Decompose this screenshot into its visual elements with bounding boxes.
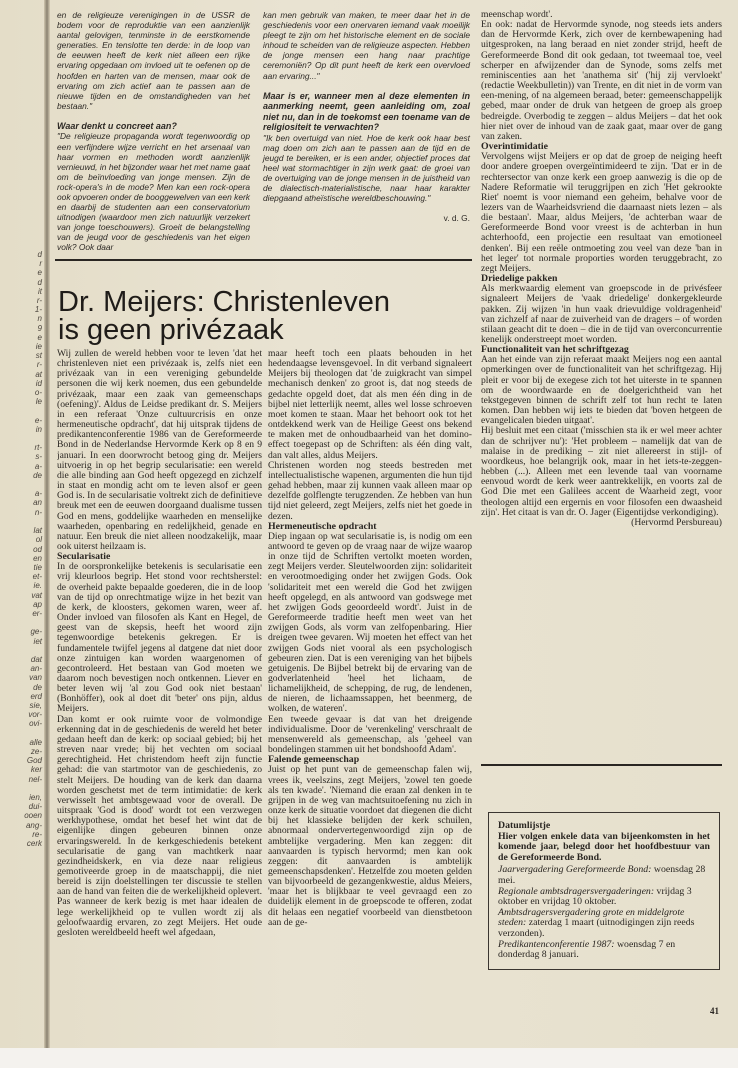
- margin-fragment: ap: [33, 599, 42, 609]
- margin-fragment: [0, 406, 42, 415]
- margin-fragment: [0, 434, 42, 443]
- paragraph: Aan het einde van zijn referaat maakt Meijers nog een aantal opmerkingen over de functionaliteit van het schriftgezag. Hij pleit er voor bij de exegese zich tot het uiterste in te spannen om de woordwaarde en de doelgerichtheid van het tekstgegeven binnen de schrift zelf tot hun recht te laten komen. Dan hebben wij iets te bieden dat 'boven hetgeen de evangelicalen bieden uitgaat'.: [481, 354, 722, 427]
- paragraph: En ook: nadat de Hervormde synode, nog steeds iets anders dan de Hervormde Kerk, zich over de kernbewapening had uitgesproken, na lang beraad en niet zonder strijd, heeft de Gereformeerde Bond dit ook gedaan, tot tweemaal toe, veel scherper en afwijzender dan de Synode, soms zelfs met reminiscenties aan het 'anathema sit' ('hij zij vervloekt' (redactie Weekbulletin)) van Trente, en dit niet in de vorm van een-mening, of na algemeen beraad, beter: gemeenschappelijk gebed, maar onder de druk van hetgeen de groep als groep bedreigde. Overbodig te zeggen – aldus Meijers – dat het ook hier niet over de inhoud van de zaak gaat, maar over de gang van zaken.: [481, 19, 722, 142]
- margin-fragment: dat: [30, 654, 42, 664]
- margin-fragment: od: [33, 544, 42, 554]
- margin-fragment: r-: [36, 360, 42, 370]
- paragraph: Een tweede gevaar is dat van het dreigende individualisme. Door de 'verenkeling' verschraalt de mensenwereld als gemeenschap, als 'geheel van bondelingen stammen uit het bondshoofd Adam'.: [268, 713, 472, 756]
- margin-fragment: re-: [32, 829, 42, 839]
- date-entry-label: Jaarvergadering Gereformeerde Bond:: [498, 864, 652, 876]
- margin-fragment: ker: [30, 765, 42, 775]
- margin-fragment: 9: [37, 323, 42, 333]
- date-entry: [498, 940, 710, 961]
- paragraph: Diep ingaan op wat secularisatie is, is nodig om een antwoord te geven op de vraag naar de wijze waarop in onze tijd de Schriften vertolkt moeten worden, zegt Meijers verder. Sleutelwoorden zijn: solidariteit en verootmoediging onder het zwijgen Gods. Ook 'solidariteit met een wereld die God het zwijgen heeft opgelegd, en als antwoord van godswege met het zwijgen Gods geoordeeld wordt'. Juist in de Gereformeerde traditie heeft men weet van het zwijgen Gods, als vorm van zelfopenbaring. Hier dreigen twee gevaren. Wij moeten het effect van het zwijgen Gods niet vooral als een psychologisch gebeuren zien. Dat is een vereniging van het bijbels getuigenis. De Bijbel betrekt bij de ervaring van de godverlatenheid 'heel het lichaam, de lichamelijkheid, de schepping, de rug, de lendenen, de nieren, de lichaamssappen, het beenmerg, de wolken, de wateren'.: [268, 530, 472, 715]
- section-divider: [55, 259, 472, 261]
- margin-fragment: id: [35, 378, 42, 388]
- margin-fragment: sie,: [29, 700, 42, 710]
- margin-fragment: [0, 517, 42, 526]
- paragraph: maar heeft toch een plaats behouden in het hedendaagse levensgevoel. In dit verband signaleert Meijers bij theologen dat 'de zuigkracht van simpel mechanisch denken' zo groot is, dat nog steeds de gedachte opgeld doet, dat als men één ding in de bijbel niet letterlijk neemt, alles wel losse schroeven moet komen te staan. Maar het behoort ook tot het ontdekkend werk van de Heilige Geest ons bekend te maken met de onhoudbaarheid van het domino-effect toegepast op de Schriften: als één ding valt, dan valt alles, aldus Meijers.: [268, 349, 472, 461]
- paragraph: Juist op het punt van de gemeenschap falen wij, vrees ik, veelszins, zegt Meijers, 'zowel ten goede als ten kwade'. 'Niemand die eraan zal denken in te grijpen in de weg van machtsuitoefening nu zich in onze kerk de situatie voordoet dat diegenen die dicht bij het klassieke belijden der kerk schuilen, abnormaal ondervertegenwoordigd zijn op de ambtelijke vergadering. Men kan zeggen: dit aanvaarden is typisch hervormd; men kan ook zeggen: dit aanvaarden is ambtelijk gemeenschapsdenken'. Hetzelfde zou moeten gelden van bijvoorbeeld de gezangenkwestie, aldus Meiers, 'maar het is blijkbaar te veel gevraagd een zo duidelijk element in de groepscode te offeren, zodat dit helaas een negatief voorbeeld van dienstbetoon aan de ge-: [268, 764, 472, 928]
- margin-fragment: erd: [30, 691, 42, 701]
- margin-fragment: ang-: [25, 820, 42, 830]
- margin-fragment: le: [35, 397, 42, 407]
- margin-fragment: 1-: [34, 305, 42, 315]
- paragraph: meenschap wordt'.: [481, 10, 553, 20]
- article-column-2: [268, 349, 472, 1039]
- margin-fragment: o-: [34, 388, 42, 398]
- article-column-3: [481, 10, 722, 762]
- margin-fragment: God: [26, 756, 42, 766]
- margin-fragment: [0, 646, 42, 655]
- article-end-rule: [481, 764, 722, 766]
- margin-fragment: ien,: [29, 792, 42, 802]
- subheading: Waar denkt u concreet aan?: [57, 120, 177, 131]
- margin-fragment: cerk: [26, 839, 42, 848]
- margin-fragment: de: [33, 470, 42, 480]
- margin-fragment: en: [33, 553, 42, 563]
- margin-fragment: nel-: [28, 774, 42, 784]
- paragraph: Als merkwaardig element van groepscode in de privésfeer signaleert Meijers de 'vaak driedelige' donkergekleurde pakken. Zij wijzen 'in hun vaak drievuldige voldragenheid' van zichzelf af naar de zuiverheid van de dragers – of worden stilaan geacht dit te doen – die in de tijd van overconcurrentie kenelijk onderstreept moet worden.: [481, 283, 722, 345]
- paragraph: Hij besluit met een citaat ('misschien sta ik er wel meer achter dan de schrijver nu'): 'Het probleem – namelijk dat van de malaise in de prediking – zit niet allereerst in stijl- of woordkeus, hoe belangrijk ook, maar in het iets-te-zeggen-hebben (...). Alleen met een levende taal van voorname eenvoud wordt de kerk weer aantrekkelijk, en voorts zal de God Die met een Galilees accent de Waarheid zegt, voor theologen altijd een ergernis en voor filosofen een dwaasheid zijn'. Het citaat is van dr. O. Jager (Eigentijdse verkondiging).: [481, 425, 722, 518]
- paragraph: "De religieuze propaganda wordt tegenwoordig op een verfijndere wijze verricht en het arsenaal van haar vormen en methoden wordt aanzienlijk vernieuwd, in het bijzonder waar het met name gaat om de beïnvloeding van jonge mensen. Zijn de rock-opera's in de mode? Men kan een rock-opera ook opvoeren onder de booggewelven van een kerk en daarbij de studenten aan een conservatorium uitnodigen (waardoor men zich natuurlijk verzekert van jonge toeschouwers). Groeit de belangstelling van de jeugd voor de geschiedenis van het eigen volk? Ook daar: [57, 131, 250, 253]
- byline: v. d. G.: [443, 213, 470, 224]
- margin-fragment: ie.: [33, 581, 42, 591]
- byline: (Hervormd Persbureau): [631, 516, 722, 528]
- margin-fragment: de: [33, 682, 42, 692]
- margin-fragment: it: [38, 286, 42, 296]
- margin-fragment: [0, 729, 42, 738]
- paragraph: "Ik ben overtuigd van niet. Hoe de kerk ook haar best mag doen om zich aan te passen aan de tijd en de jeugd te bereiken, er is een ander, objectief proces dat heel wat stormachtiger in zijn werk gaat: de groei van de overtuiging van de jonge mensen in de juistheid van de dialectisch-materialistische, naar haar karakter diepgaand atheïstische wereldbeschouwing.": [263, 132, 470, 204]
- margin-fragment: d: [37, 250, 42, 259]
- subheading: Falende gemeenschap: [268, 754, 360, 766]
- subheading: Driedelige pakken: [481, 273, 558, 285]
- paragraph: en de religieuze verenigingen in de USSR de bodem voor de reproduktie van een aanzienlijk aantal gelovigen, tenminste in de eerstkomende generaties. En tenslotte ten derde: in de loop van de eeuwen heeft de kerk niet alleen een rijke ervaring opgedaan om invloed uit te oefenen op de hoofden en harten van de mensen, maar ook de ervaring om zich actief aan te passen aan de nieuwe tijden en de omstandigheden van het bestaan.": [57, 10, 250, 111]
- date-entry-value: vrijdag 3 oktober en vrijdag 10 oktober.: [498, 885, 692, 908]
- margin-fragment: et-: [32, 572, 42, 582]
- date-entry: [498, 865, 710, 886]
- margin-fragment: a-: [34, 461, 42, 471]
- date-entry-value: zaterdag 1 maart (uitnodigingen zijn reeds verzonden).: [498, 917, 695, 939]
- margin-fragment: an: [33, 498, 42, 508]
- paragraph: Vervolgens wijst Meijers er op dat de groep de neiging heeft door andere groepen overgeïntimideerd te zijn. 'Dat er in de rechtersector van onze kerk een groep aanwezig is die op de Nadere Reformatie wil teruggrijpen en zich 'Het gekrookte Riet' noemt is voor niemand een geheim, behalve voor de lezers van de Waarheidsvriend die daarnaast niets lezen – als die bestaan'. Maar, aldus Meijers, 'de achterban waar de Gereformeerde Bond voor vreest is de achterban in hun achterhoofd, een projectie een resultaat van emotioneel denken'. Bij een reële ontmoeting zou veel van deze 'ban in het leger' tot normale proporties worden teruggebracht, zo zegt Meijers.: [481, 151, 722, 274]
- page-gutter: [44, 0, 50, 1048]
- paragraph: Wij zullen de wereld hebben voor te leven 'dat het christenleven niet een privézaak is, zelfs niet een privézaak van in een vereniging gebundelde personen die wij kerk noemen, dus een gebundelde privézaak, maar een zaak van gemeenschaps (oefening)'. Aldus de Leidse predikant dr. S. Meijers in een referaat 'Onze cultuurcrisis en onze hermeneutische opdracht', dat hij uitsprak tijdens de predikantenconferentie 1986 van de Gereformeerde Bond in de Nederlandse Hervormde Kerk op 8 en 9 januari. In een doorwrocht betoog ging dr. Meijers uitvoerig in op het begrip secularisatie: een wereld die alle binding aan God heeft opgezegd en zichzelf in staat en mondig acht om te leven alsof er geen God is. In de secularisatie voltrekt zich de definitieve breuk met een de eeuwen doorgaand dualisme tussen God en mens, goddelijke waarheden en menselijke waarheden, openbaring en redelijkheid, genade en natuur. Een breuk die niet alleen noodzakelijk, maar ook uiterst heilzaam is.: [57, 349, 262, 552]
- paragraph: kan men gebruik van maken, te meer daar het in de geschiedenis voor een onervaren iemand vaak moeilijk pleegt te zijn om het historische element en de sociale inhoud te scheiden van de religieuze aspecten. Hebben de jonge mensen een hang naar prachtige ceremoniën? Op dit punt heeft de kerk een overvloed aan ervaring...": [263, 10, 470, 81]
- margin-fragment: ooen: [24, 811, 42, 821]
- margin-fragment: at: [35, 369, 42, 379]
- margin-fragment: s-: [35, 452, 42, 462]
- date-list-intro: Hier volgen enkele data van bijeenkomsten in het komende jaar, belegd door het hoofdbestuur van de Gereformeerde Bond.: [498, 830, 710, 863]
- interview-question: Maar is er, wanneer men al deze elementen in aanmerking neemt, geen aanleiding om, zoal niet nu, dan in de toekomst een toename van de religiositeit te verwachten?: [263, 90, 470, 133]
- margin-fragment: dui-: [28, 802, 42, 812]
- margin-fragment: tie: [33, 562, 42, 572]
- headline-line-1: Dr. Meijers: Christenleven: [58, 286, 390, 318]
- margin-fragment: ie: [35, 342, 42, 352]
- date-entry-value: woensdag 28 mei.: [498, 864, 706, 886]
- margin-fragment: n-: [34, 507, 42, 517]
- paragraph: Christenen worden nog steeds bestreden met intellectualistische wapenen, argumenten die hun tijd gehad hebben, maar zij kunnen vaak alleen maar op dezelfde golflengte terugzenden. Ze hebben van hun tijd niet geleerd, zegt Meijers, zelfs niet het goede in dezen.: [268, 459, 472, 522]
- margin-fragment: rt-: [34, 443, 42, 453]
- margin-fragment: in: [35, 424, 42, 434]
- date-entry-value: woensdag 7 en donderdag 8 januari.: [498, 938, 676, 961]
- date-entry-label: Predikantenconferentie 1987:: [498, 938, 615, 950]
- margin-fragment: ovi-: [29, 719, 42, 729]
- subheading: Overintimidatie: [481, 141, 548, 153]
- margin-fragment: e: [37, 268, 42, 278]
- paragraph: Dan komt er ook ruimte voor de volmondige erkenning dat in de geschiedenis de wereld het beter gedaan heeft dan de kerk: op sociaal gebied; bij het streven naar vrede; bij het vechten om sociaal gerechtigheid. Het christendom heeft zijn functie gehad: die van startmotor van de geschiedenis, zo stelt Meijers. De houding van de kerk dan daarna worden geschetst met de term intimidatie: de kerk verwisselt het ambtsgewaad voor de overall. De uitspraak 'God is dood' wordt tot een verzwegen werkhypothese, omdat het besef het wint dat de eigenlijke dingen gebeuren binnen onze ervaringswereld. In de kerkgeschiedenis betekent secularisatie de gang van machtkerk naar gezindheidskerk, en via deze naar religieus gemotiveerde groep in de maatschappij, die niet bereid is zijn doelstellingen ter discussie te stellen aan de hand van feiten die de werkelijkheid oplevert. Pas wanneer de kerk bezig is met haar idealen de lege werkelijkheid op te vullen wordt zij als geloofwaardig ervaren, zo zegt Meijers. Het oude gesloten wereldbeeld heeft wel afgedaan,: [57, 713, 262, 938]
- margin-fragment: e-: [34, 415, 42, 425]
- margin-fragment: ol: [35, 535, 42, 545]
- headline-line-2: is geen privézaak: [58, 314, 284, 346]
- margin-fragment: vor-: [28, 710, 42, 720]
- date-entry: [498, 887, 710, 908]
- margin-fragment: van: [29, 673, 42, 683]
- margin-fragment: st: [35, 351, 42, 361]
- facing-page-fragments: [0, 250, 42, 848]
- interview-column-2: [263, 10, 470, 223]
- subheading: Secularisatie: [57, 551, 111, 563]
- margin-fragment: e: [37, 332, 42, 342]
- date-list-box: [488, 812, 720, 970]
- margin-fragment: vat: [31, 590, 42, 600]
- margin-fragment: [0, 618, 42, 627]
- margin-fragment: lat: [33, 526, 42, 536]
- margin-fragment: ge-: [30, 627, 42, 637]
- margin-fragment: [0, 784, 42, 793]
- date-list-title: Datumlijstje: [498, 820, 551, 831]
- date-entry-label: Ambtsdragersvergadering grote en middelgrote steden:: [498, 906, 685, 929]
- margin-fragment: ze-: [30, 746, 42, 756]
- margin-fragment: r-: [36, 296, 42, 306]
- interview-column-1: [57, 10, 250, 253]
- date-entry-label: Regionale ambtsdragersvergaderingen:: [498, 885, 655, 897]
- margin-fragment: d: [37, 277, 42, 287]
- margin-fragment: [0, 480, 42, 489]
- margin-fragment: n: [37, 314, 42, 324]
- subheading: Functionaliteit van het schriftgezag: [481, 344, 629, 356]
- margin-fragment: alle: [29, 737, 42, 747]
- article-column-1: [57, 349, 262, 1039]
- margin-fragment: a-: [34, 489, 42, 499]
- margin-fragment: an-: [30, 664, 42, 674]
- paragraph: In de oorspronkelijke betekenis is secularisatie een vrij kleurloos begrip. Het stond voor rechtsherstel: de overheid pakte bepaalde goederen, die in de loop van de tijd op onrechtmatige wijze in het bezit van de kerk, de kloosters, gekomen waren, weer af. Onder invloed van filosofen als Kant en Hegel, de geest van de skepsis, heeft het woord zijn tegenwoordige betekenis gekregen. Er is fundamentele twijfel jegens al datgene dat niet door onze zintuigen kan worden waargenomen of gecontroleerd. Het bestaan van God moeten we daarom noch bevestigen noch ontkennen. Liever en beter leven wij 'al zou God ook niet bestaan' (Bonhöffer), ook al doet dit 'beter' ons pijn, aldus Meijers.: [57, 561, 262, 715]
- subheading: Hermeneutische opdracht: [268, 520, 377, 532]
- margin-fragment: r: [39, 259, 42, 269]
- margin-fragment: er-: [32, 608, 42, 618]
- article-headline: [58, 288, 478, 344]
- page-number: 41: [710, 1006, 719, 1016]
- date-entry: [498, 908, 710, 940]
- margin-fragment: iet: [33, 636, 42, 646]
